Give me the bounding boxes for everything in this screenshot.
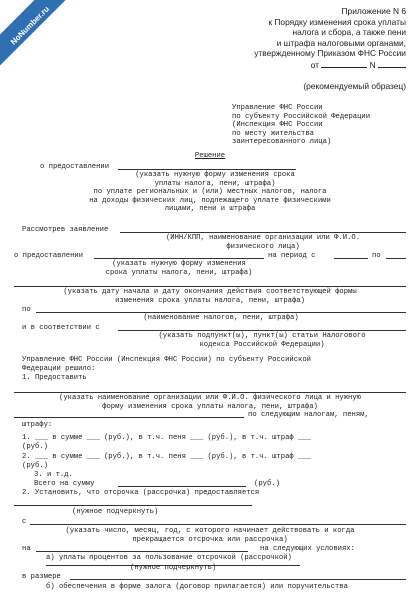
condition-b: б) обеспечения в форме залога (договор прилагается) или поручительства [46,583,348,591]
period-po-label: по [372,252,381,260]
granting-form-hint: (указать нужную форму изменения срока уплаты налога, пени, штрафа) [105,260,253,277]
on-label: на [22,545,31,553]
watermark-ribbon [0,0,52,60]
total-field[interactable] [118,486,246,487]
period-end-field[interactable] [386,258,406,259]
form-type-hint: (указать нужную форму изменения срока уплаты налога, пени, штрафа) [135,171,295,188]
number-field[interactable] [378,59,406,68]
header-line: Приложение N 6 [341,6,406,16]
start-date-field[interactable] [30,524,406,525]
appendix-header [196,6,406,91]
about-prefix: о предоставлении [40,163,110,171]
condition-a-hint: (нужное подчеркнуть) [130,564,217,572]
sum-row-1: 1. ___ в сумме ___ (руб.), в т.ч. пеня ___ (руб.), в т.ч. штраф ___ [22,434,311,442]
period-label: на период с [268,252,316,260]
total-label: Всего на сумму [34,480,95,488]
total-unit: (руб.) [254,480,280,488]
amount-field[interactable] [70,579,406,580]
tax-names-hint: (наименование налогов, пени, штрафа) [143,314,299,322]
sum-row-etc: 3. и т.д. [34,471,73,479]
considered-label: Рассмотрев заявление [22,226,109,234]
dates-hint: (указать дату начала и дату окончания действия соответствующей формы изменения срока уплаты налога, пени, штрафа) [63,288,357,305]
watermark-text: NoNumber.ru [8,4,52,47]
sum-row-1-unit: (руб.) [22,443,48,451]
header-line: утвержденному Приказом ФНС России [254,48,406,59]
condition-a: а) уплаты процентов за пользование отсрочкой (рассрочкой) [46,554,292,562]
from-label: с [22,518,27,526]
recommended-sample-label: (рекомендуемый образец) [303,80,406,91]
sum-row-2-unit: (руб.) [22,462,48,470]
fines-label: штрафу: [22,421,53,429]
document-title: Решение [194,152,226,160]
taxes-list-field[interactable] [14,417,244,418]
deferral-type-hint: (нужное подчеркнуть) [72,508,159,516]
addressee-block: Управление ФНС России по субъекту Российской Федерации (Инспекция ФНС России по месту жительства заинтересованного лица) [232,104,371,147]
amount-label: в размере [22,573,61,581]
recipient-field[interactable] [14,392,406,393]
about-description: по уплате региональных и (или) местных налогов, налога на доходы физических лиц, подлежащего уплате физическими лицами, пени и штрафа [89,188,331,214]
po-label: по [22,306,31,314]
tax-names-field[interactable] [36,312,406,313]
start-date-hint: (указать число, месяц, год, с которого начинает действовать и когда прекращается отсрочка или рассрочка) [65,527,355,544]
item-2-label: 2. Установить, что отсрочка (рассрочка) предоставляется [22,489,260,497]
by-taxes-label: по следующим налогам, пеням, [248,411,369,419]
code-articles-field[interactable] [118,330,406,331]
sum-row-2: 2. ___ в сумме ___ (руб.), в т.ч. пеня ___ (руб.), в т.ч. штраф ___ [22,453,311,461]
header-line: налога и сбора, а также пени [292,27,406,38]
recipient-hint: (указать наименование организации или Ф.И.О. физического лица и нужную форму изменения срока уплаты налога, пени, штрафа) [59,394,361,411]
decision-intro: Управление ФНС России (Инспекция ФНС России) по субъекту Российской Федерации решило: [22,356,311,373]
header-date-number: от N [196,59,406,71]
dates-field[interactable] [14,286,406,287]
header-line: к Порядку изменения срока уплаты [268,16,406,27]
accordance-label: и в соответствии с [22,324,100,332]
header-line: и штрафа налоговыми органами, [276,37,406,48]
granting-label: о предоставлении [14,252,84,260]
date-field[interactable] [321,59,367,68]
item-1-label: 1. Предоставить [22,374,87,382]
code-articles-hint: (указать подпункт(ы), пункт(ы) статьи Налогового кодекса Российской Федерации) [158,332,366,349]
granting-form-field[interactable] [94,258,264,259]
applicant-field[interactable] [120,232,406,233]
deferral-type-field[interactable] [14,505,252,506]
conditions-label: на следующих условиях: [260,545,355,553]
terms-field[interactable] [36,551,248,552]
form-type-field[interactable] [118,169,296,170]
period-start-field[interactable] [334,258,368,259]
applicant-hint: (ИНН/КПП, наименование организации или Ф.И.О. физического лица) [165,234,361,251]
